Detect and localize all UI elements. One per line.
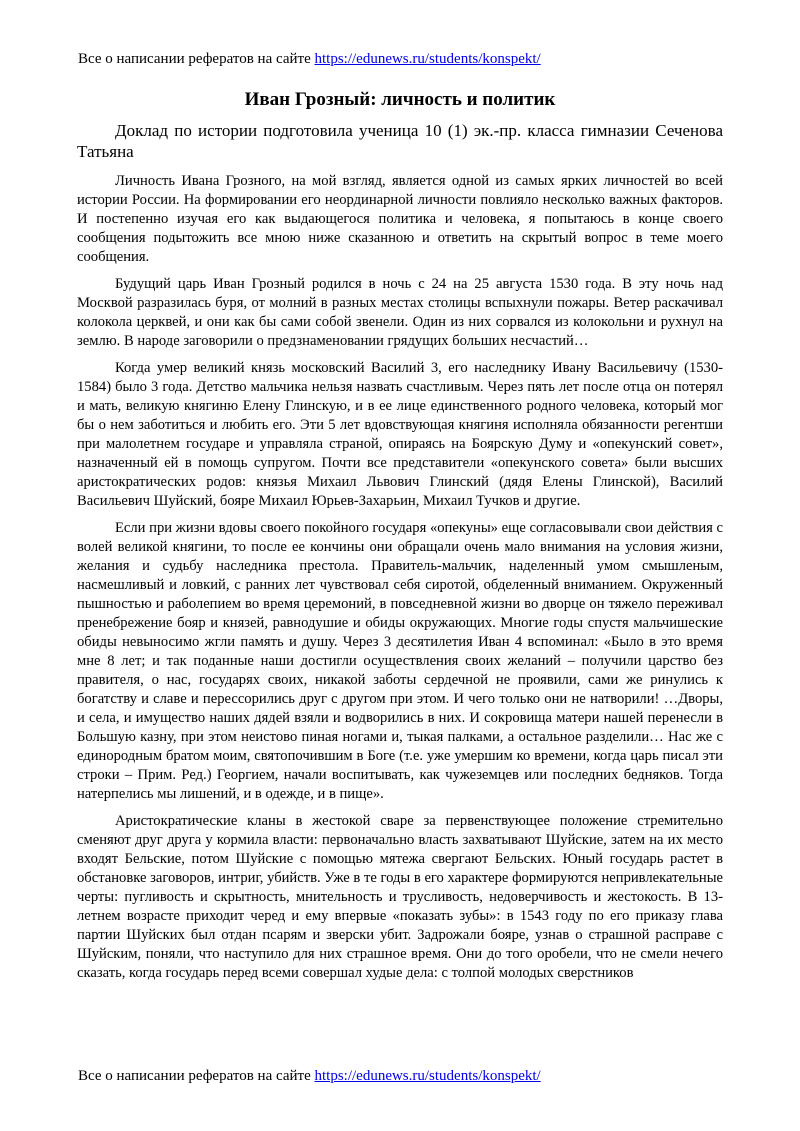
footer-link[interactable]: https://edunews.ru/students/konspekt/ bbox=[314, 1068, 541, 1084]
paragraph-clans: Аристократические кланы в жестокой сваре за первенствующее положение стремительно сменяют друг друга у кормила власти: первоначально власть захватывают Шуйские, затем на их место входят Бельские, потом Шуйские с помощью мятежа свергают Бельских. Юный государь растет в обстановке заговоров, интриг, убийств. Уже в те годы в его характере формируются непривлекательные черты: пугливость и скрытность, мнительность и трусливость, недоверчивость и жестокость. В 13-летнем возрасте приходит черед и ему впервые «показать зубы»: в 1543 году по его приказу глава партии Шуйских был отдан псарям и зверски убит. Задрожали бояре, узнав о страшной расправе с Шуйским, поняли, что наступило для них страшное время. Они до того оробели, что не смели нечего сказать, когда государь перед всеми совершал худые дела: с толпой молодых сверстников bbox=[77, 813, 723, 981]
paragraph-guardians: Если при жизни вдовы своего покойного государя «опекуны» еще согласовывали свои действия с волей великой княгини, то после ее кончины они обращали очень мало внимания на условия жизни, желания и судьбу наследника престола. Правитель-мальчик, наделенный умом смышленым, насмешливый и ловкий, с ранних лет чувствовал себя сиротой, обделенный вниманием. Окруженный пышностью и раболепием во время церемоний, в повседневной жизни во дворце он тяжело переживал пренебрежение бояр и князей, равнодушие и обиды окружающих. Многие годы спустя мальчишеские обиды невыносимо жгли память и душу. Через 3 десятилетия Иван 4 вспоминал: «Было в это время мне 8 лет; и так поданные наши достигли осуществления своих желаний – получили царство без правителя, о нас, государях своих, никакой заботы сердечной не проявили, сами же ринулись к богатству и славе и перессорились друг с другом при этом. И чего только они не натворили! …Дворы, и села, и имущество наших дядей взяли и водворились в них. И сокровища матери нашей перенесли в Большую казну, при этом неистово пиная ногами и, тыкая палками, а остальное разделили… Нас же с единородным братом моим, святопочившим в Боге (т.е. уже умершим ко времени, когда царь писал эти строки – Прим. Ред.) Георгием, начали воспитывать, как чужеземцев или последних бедняков. Тогда натерпелись мы лишений, и в одежде, и в пище». bbox=[77, 520, 723, 802]
paragraph-intro: Личность Ивана Грозного, на мой взгляд, является одной из самых ярких личностей во всей истории России. На формировании его неординарной личности повлияло несколько важных факторов. И постепенно изучая его как выдающегося политика и человека, я попытаюсь в конце своего сообщения подытожить все мною ниже сказанною и ответить на скрытый вопрос в теме моего сообщения. bbox=[77, 173, 723, 265]
page-header bbox=[78, 50, 541, 68]
header-link[interactable]: https://edunews.ru/students/konspekt/ bbox=[314, 51, 541, 67]
paragraph-childhood: Когда умер великий князь московский Василий 3, его наследнику Ивану Васильевичу (1530-1584) было 3 года. Детство мальчика нельзя назвать счастливым. Через пять лет после отца он потерял и мать, великую княгиню Елену Глинскую, и в ее лице единственного родного человека, который мог бы о нем заботиться и любить его. Эти 5 лет вдовствующая княгиня исполняла обязанности регентши при малолетнем государе и управляла страной, опираясь на Боярскую Думу и «опекунский совет», назначенный ей в помощь супругом. Почти все представители «опекунского совета» были высших аристократических родов: князья Михаил Львович Глинский (дядя Елены Глинской), Василий Васильевич Шуйский, бояре Михаил Юрьев-Захарьин, Михаил Тучков и другие. bbox=[77, 360, 723, 509]
paragraph-birth: Будущий царь Иван Грозный родился в ночь с 24 на 25 августа 1530 года. В эту ночь над Москвой разразилась буря, от молний в разных местах столицы вспыхнули пожары. Ветер раскачивал колокола церквей, и они как бы сами собой звенели. Один из них сорвался из колокольни и рухнул на землю. В народе заговорили о предзнаменовании грядущих больших несчастий… bbox=[77, 276, 723, 349]
document-body bbox=[77, 88, 723, 991]
document-subtitle: Доклад по истории подготовила ученица 10 (1) эк.-пр. класса гимназии Сеченова Татьяна bbox=[77, 121, 723, 161]
header-text: Все о написании рефератов на сайте bbox=[78, 51, 315, 67]
page-footer bbox=[78, 1067, 541, 1085]
document-title: Иван Грозный: личность и политик bbox=[244, 89, 556, 110]
footer-text: Все о написании рефератов на сайте bbox=[78, 1068, 315, 1084]
